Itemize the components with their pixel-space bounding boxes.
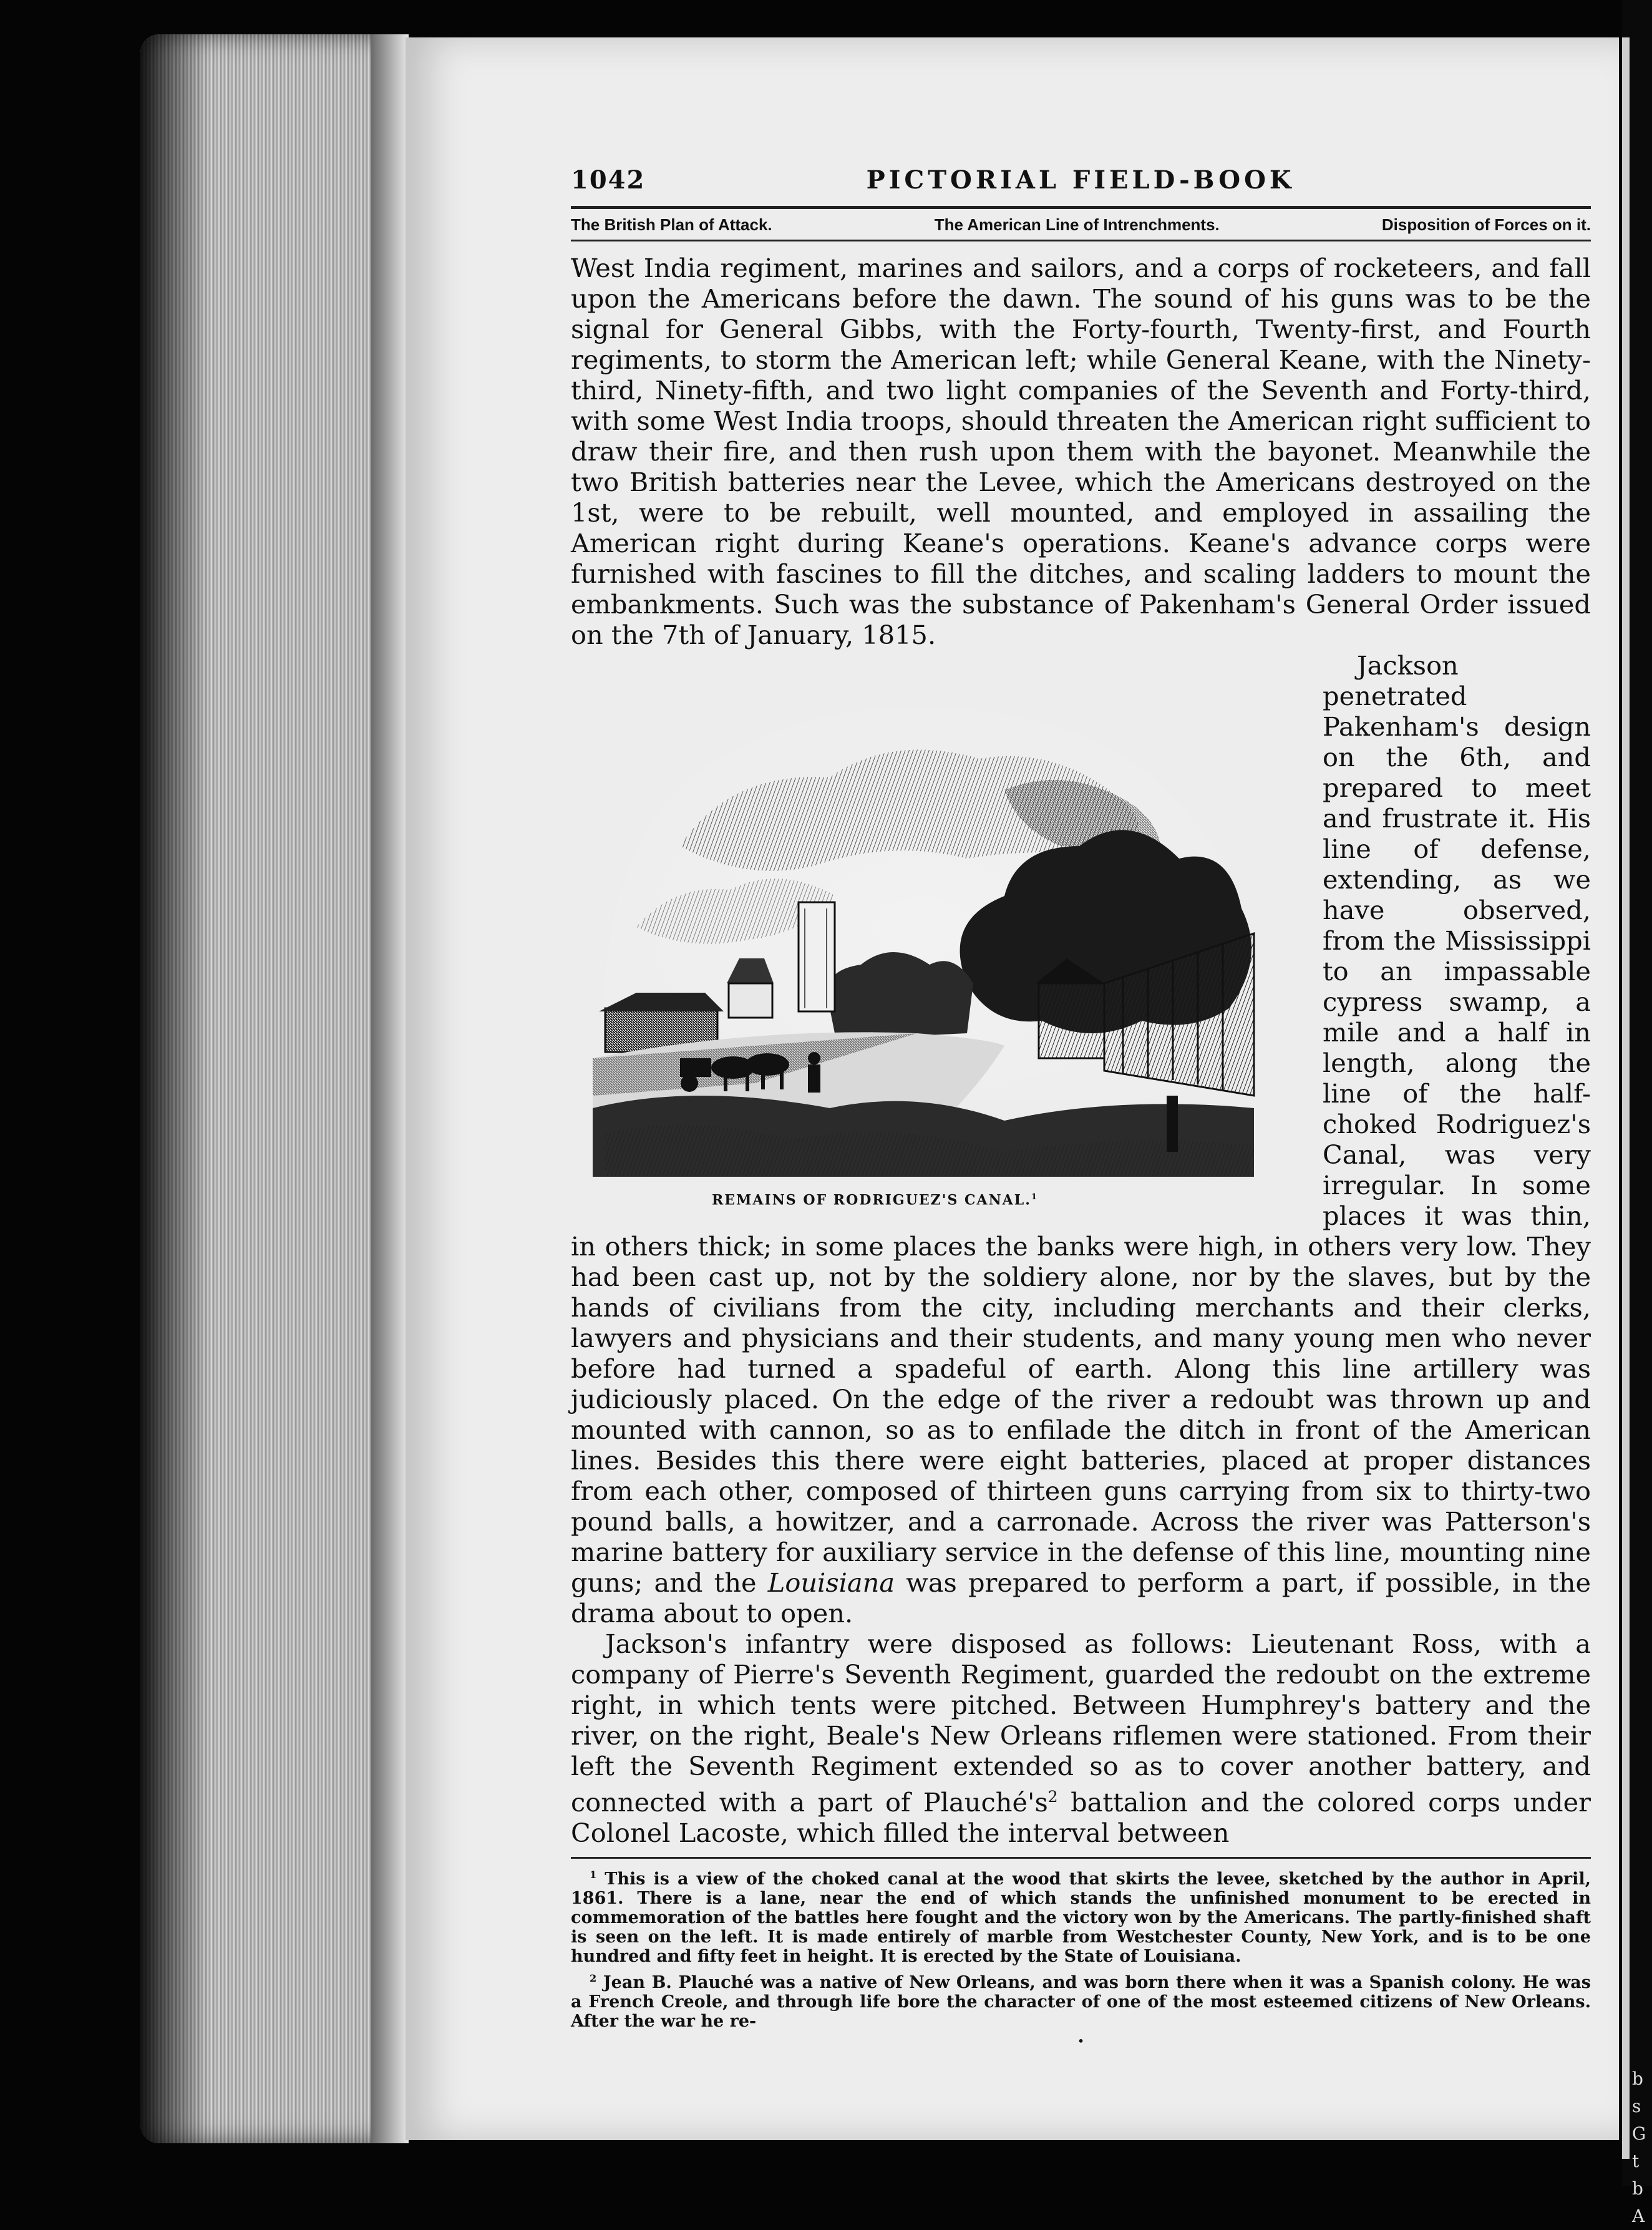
footnote-2-text: Jean B. Plauché was a native of New Orleans, and was born there when it was a Spanish colony. He was a French Creole, and through life bore the character of one of the most esteemed citizens of New Orleans. After the war he re- <box>571 1972 1591 2031</box>
section-subheads <box>571 215 1591 240</box>
subhead-center: The American Line of Intrenchments. <box>934 215 1220 234</box>
figure-caption <box>412 1182 1304 1215</box>
ship-name-italic: Louisiana <box>767 1567 895 1598</box>
page-text-column <box>571 165 1591 2048</box>
footnote-1-text: This is a view of the choked canal at the wood that skirts the levee, sketched by the author in April, 1861. There is a lane, near the end of which stands the unfinished monument to be erected in commemoration of the battles here fought and the victory won by the Americans. The partly-finished shaft is seen on the left. It is made entirely of marble from Westchester County, New York, and is to be one hundred and fifty feet in height. It is erected by the State of Louisiana. <box>571 1869 1591 1966</box>
figure-caption-ref: 1 <box>1031 1192 1039 1202</box>
adjacent-char: A <box>1632 2206 1645 2226</box>
adjacent-char: b <box>1632 2068 1643 2089</box>
footnote-ref-2: 2 <box>1047 1788 1058 1806</box>
book-edge-shadow <box>140 34 209 2143</box>
footnote-1-mark: 1 <box>590 1868 597 1881</box>
paragraph-3-text-b: battalion and the colored corps under Colonel Lacoste, which filled the interval between <box>571 1786 1591 1848</box>
footnote-2-mark: 2 <box>590 1972 597 1984</box>
subhead-right: Disposition of Forces on it. <box>1381 215 1591 234</box>
paragraph-3 <box>571 1629 1591 1848</box>
footnotes <box>571 1865 1591 2031</box>
adjacent-char: G <box>1632 2123 1646 2144</box>
paragraph-2 <box>571 650 1591 1629</box>
adjacent-page-sliver <box>1622 0 1652 2226</box>
book-gutter <box>371 34 409 2143</box>
footnote-1 <box>571 1865 1591 1966</box>
signature-dot: • <box>1077 2033 1085 2048</box>
subhead-rule <box>571 240 1591 241</box>
figure-caption-text: REMAINS OF RODRIGUEZ'S CANAL. <box>711 1192 1031 1209</box>
subhead-left: The British Plan of Attack. <box>571 215 772 234</box>
footnote-2 <box>571 1969 1591 2031</box>
adjacent-page-chars <box>1632 2065 1646 2230</box>
footnote-rule <box>571 1857 1591 1859</box>
header-rule <box>571 206 1591 209</box>
adjacent-char: s <box>1632 2096 1641 2116</box>
running-head <box>571 165 1591 195</box>
figure-engraving <box>568 659 1304 1215</box>
adjacent-char: t <box>1632 2151 1640 2171</box>
book-title: PICTORIAL FIELD-BOOK <box>866 165 1295 195</box>
paragraph-2-text: Jackson penetrated Pakenham's design on the 6th, and prepared to meet and frustrate it. His line of defense, extending, as we have observed, from the Mississippi to an impassable cypress swamp, a mile and a half in length, along the line of the half-choked Rodriguez's Canal, was very irregular. In some places it was thin, in others thick; in some places the banks were high, in others very low. They had been cast up, not by the soldiery alone, nor by the slaves, but by the hands of civilians from the city, including merchants and their clerks, lawyers and physicians and their students, and many young men who never before had turned a spadeful of earth. Along this line artillery was judiciously placed. On the edge of the river a redoubt was thrown up and mounted with cannon, so as to enfilade the ditch in front of the American lines. Besides this there were eight batteries, placed at proper distances from each other, composed of thirteen guns carrying from six to thirty-two pound balls, a howitzer, and a carronade. Across the river was Patterson's marine battery for auxiliary service in the defense of this line, mounting nine guns; and the <box>571 650 1591 1598</box>
canal-engraving-illustration <box>568 659 1304 1177</box>
paragraph-3-text-a: Jackson's infantry were disposed as follows: Lieutenant Ross, with a company of Pierre's Seventh Regiment, guarded the redoubt on the extreme right, in which tents were pitched. Between Humphrey's battery and the river, on the right, Beale's New Orleans riflemen were stationed. From their left the Seventh Regiment extended so as to cover another battery, and connected with a part of Plauché's <box>571 1629 1591 1818</box>
paragraph-1: West India regiment, marines and sailors, and a corps of rocketeers, and fall upon the Americans before the dawn. The sound of his guns was to be the signal for General Gibbs, with the Forty-fourth, Twenty-first, and Fourth regiments, to storm the American left; while General Keane, with the Ninety-third, Ninety-fifth, and two light companies of the Seventh and Forty-third, with some West India troops, should threaten the American right sufficient to draw their fire, and then rush upon them with the bayonet. Meanwhile the two British batteries near the Levee, which the Americans destroyed on the 1st, were to be rebuilt, well mounted, and employed in assailing the American right during Keane's operations. Keane's advance corps were furnished with fascines to fill the ditches, and scaling ladders to mount the embankments. Such was the substance of Pakenham's General Order issued on the 7th of January, 1815. <box>571 253 1591 650</box>
paragraph-2-end: was prepared to perform a part, if possible, in the drama about to open. <box>571 1567 1591 1629</box>
body-text <box>571 253 1591 1848</box>
adjacent-page-edge <box>1622 37 1630 2159</box>
page-number: 1042 <box>571 165 646 195</box>
adjacent-char: b <box>1632 2178 1643 2199</box>
